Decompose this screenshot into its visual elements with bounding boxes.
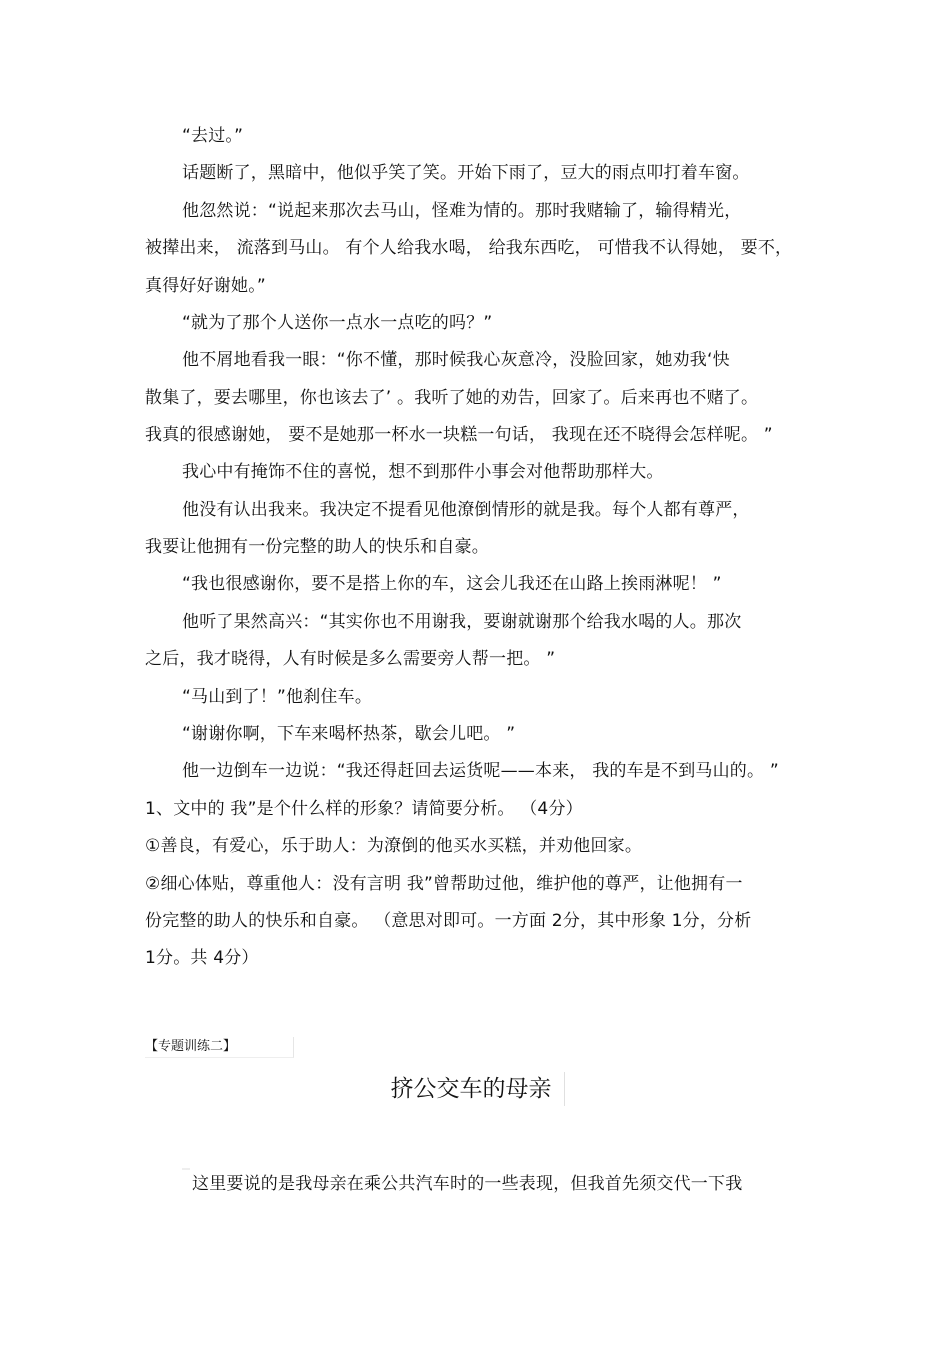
text-line-12: 我要让他拥有一份完整的助人的快乐和自豪。 — [145, 537, 489, 557]
answer-line-1: ①善良，有爱心，乐于助人：为潦倒的他买水买糕，并劝他回家。 — [145, 836, 643, 856]
text-line-10: 我心中有掩饰不住的喜悦，想不到那件小事会对他帮助那样大。 — [182, 462, 664, 482]
answer-line-3: 份完整的助人的快乐和自豪。 （意思对即可。一方面 2分，其中形象 1分，分析 — [145, 911, 752, 931]
decorative-mark — [182, 1168, 190, 1170]
opening-line: 这里要说的是我母亲在乘公共汽车时的一些表现，但我首先须交代一下我 — [192, 1174, 743, 1194]
text-line-8: 散集了，要去哪里，你也该去了’ 。我听了她的劝告，回家了。后来再也不赌了。 — [145, 388, 759, 408]
text-line-13: “我也很感谢你，要不是搭上你的车，这会儿我还在山路上挨雨淋呢！ ” — [182, 574, 722, 594]
text-line-17: “谢谢你啊，下车来喝杯热茶，歇会儿吧。 ” — [182, 724, 516, 744]
text-line-3: 他忽然说：“说起来那次去马山，怪难为情的。那时我赌输了，输得精光， — [182, 201, 742, 221]
text-line-6: “就为了那个人送你一点水一点吃的吗？” — [182, 313, 493, 333]
answer-line-4: 1分。共 4分） — [145, 948, 259, 968]
answer-line-2: ②细心体贴，尊重他人：没有言明 我”曾帮助过他，维护他的尊严，让他拥有一 — [145, 874, 743, 894]
text-line-16: “马山到了！”他刹住车。 — [182, 687, 373, 707]
text-line-5: 真得好好谢她。” — [145, 276, 266, 296]
text-line-14: 他听了果然高兴：“其实你也不用谢我，要谢就谢那个给我水喝的人。那次 — [182, 612, 742, 632]
text-line-1: “去过。” — [182, 126, 244, 146]
text-line-11: 他没有认出我来。我决定不提看见他潦倒情形的就是我。每个人都有尊严， — [182, 500, 750, 520]
text-line-2: 话题断了，黑暗中，他似乎笑了笑。开始下雨了，豆大的雨点叩打着车窗。 — [182, 163, 750, 183]
question-line: 1、文中的 我”是个什么样的形象？请简要分析。 （4分） — [145, 799, 583, 819]
essay-title: 挤公交车的母亲 — [378, 1072, 565, 1106]
text-line-4: 被撵出来， 流落到马山。 有个人给我水喝， 给我东西吃， 可惜我不认得她， 要不， — [145, 238, 793, 258]
section-tag: 【专题训练二】 — [145, 1037, 294, 1058]
text-line-18: 他一边倒车一边说：“我还得赶回去运货呢——本来， 我的车是不到马山的。 ” — [182, 761, 779, 781]
text-line-9: 我真的很感谢她， 要不是她那一杯水一块糕一句话， 我现在还不晓得会怎样呢。 ” — [145, 425, 773, 445]
text-line-15: 之后，我才晓得，人有时候是多么需要旁人帮一把。 ” — [145, 649, 556, 669]
text-line-7: 他不屑地看我一眼：“你不懂，那时候我心灰意冷，没脸回家，她劝我‘快 — [182, 350, 730, 370]
